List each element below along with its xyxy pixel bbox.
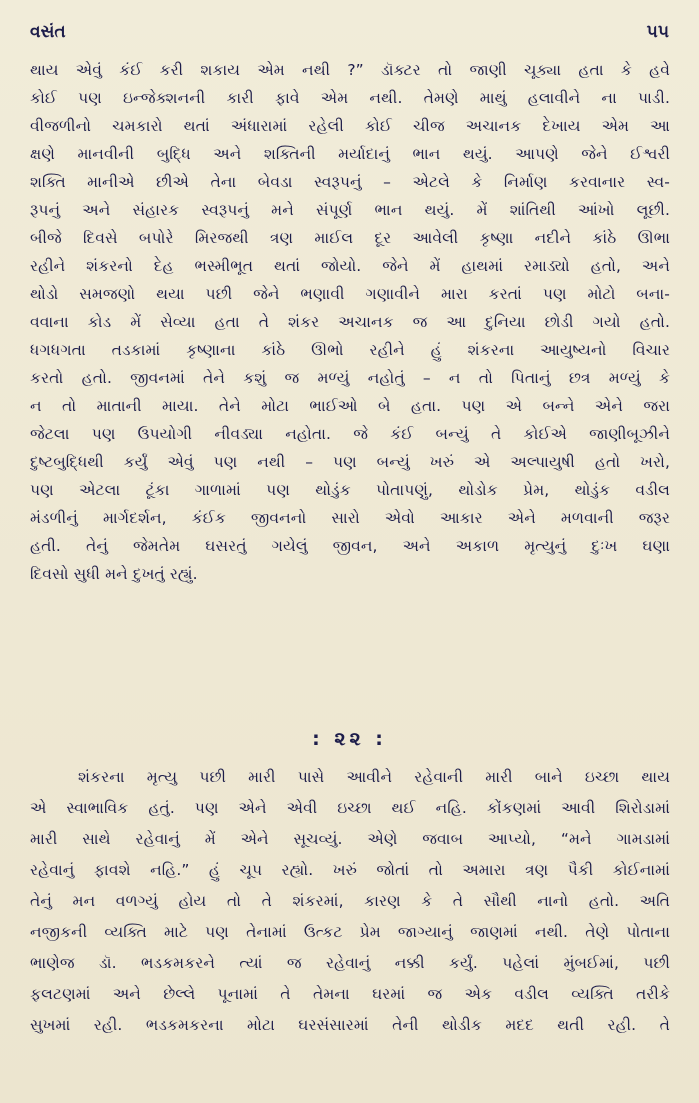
text-line: મારી સાથે રહેવાનું મેં એને સૂચવ્યું. એણે જવાબ આપ્યો, “મને ગામડામાં [30,830,670,848]
text-line: વવાના કોડ મેં સેવ્યા હતા તે શંકર અચાનક જ આ દુનિયા છોડી ગયો હતો. [30,313,670,331]
page-number: ૫૫ [646,22,669,42]
text-line: સુખમાં રહી. ભડકમકરના મોટા ઘરસંસારમાં તેની થોડીક મદદ થતી રહી. તે [30,1016,670,1034]
text-line: ભાણેજ ડૉ. ભડકમકરને ત્યાં જ રહેવાનું નક્કી કર્યું. પહેલાં મુંબઈમાં, પછી [30,954,670,972]
text-line: શંકરના મૃત્યુ પછી મારી પાસે આવીને રહેવાની મારી બાને ઇચ્છા થાય [78,768,670,786]
text-line: થોડો સમજણો થયા પછી જેને ભણાવી ગણાવીને મારા કરતાં પણ મોટો બના- [30,285,670,303]
text-line: કોઈ પણ ઇન્જેક્શનની કારી ફાવે એમ નથી. તેમણે માથું હલાવીને ના પાડી. [30,89,670,107]
paragraph-continued [30,56,670,588]
text-line: એ સ્વાભાવિક હતું. પણ એને એવી ઇચ્છા થઈ નહિ. કોંકણમાં આવી શિરોડામાં [30,799,670,817]
text-line: વીજળીનો ચમકારો થતાં અંધારામાં રહેલી કોઈ ચીજ અચાનક દેખાય એમ આ [30,117,670,135]
text-line: થાય એવું કંઈ કરી શકાય એમ નથી ?” ડૉક્ટર તો જાણી ચૂક્યા હતા કે હવે [30,61,670,79]
text-line: દુષ્ટબુદ્ધિથી કર્યું એવું પણ નથી – પણ બન્યું ખરું એ અલ્પાયુષી હતો ખરો, [30,453,670,471]
text-line: નજીકની વ્યક્તિ માટે પણ તેનામાં ઉત્કટ પ્રેમ જાગ્યાનું જાણમાં નથી. તેણે પોતાના [30,923,670,941]
text-line: રૂપનું અને સંહારક સ્વરૂપનું મને સંપૂર્ણ ભાન થયું. મેં શાંતિથી આંખો લૂછી. [30,201,670,219]
text-line: હતી. તેનું જેમતેમ ઘસરતું ગયેલું જીવન, અને અકાળ મૃત્યુનું દુઃખ ઘણા [30,537,670,555]
running-head [30,22,669,48]
text-line: પણ એટલા ટૂંકા ગાળામાં પણ થોડુંક પોતાપણું, થોડોક પ્રેમ, થોડુંક વડીલ [30,481,670,499]
text-line: બીજે દિવસે બપોરે મિરજથી ત્રણ માઈલ દૂર આવેલી કૃષ્ણા નદીને કાંઠે ઊભા [30,229,670,247]
text-line: ક્ષણે માનવીની બુદ્ધિ અને શક્તિની મર્યાદાનું ભાન થયું. આપણે જેને ઈશ્વરી [30,145,670,163]
text-line: જેટલા પણ ઉપયોગી નીવડ્યા નહોતા. જે કંઈ બન્યું તે કોઈએ જાણીબૂઝીને [30,425,670,443]
text-line: ન તો માતાની માયા. તેને મોટા ભાઈઓ બે હતા. પણ એ બન્ને એને જરા [30,397,670,415]
text-line: રહેવાનું ફાવશે નહિ.” હું ચૂપ રહ્યો. ખરું જોતાં તો અમારા ત્રણ પૈકી કોઈનામાં [30,861,670,879]
text-line: રહીને શંકરનો દેહ ભસ્મીભૂત થતાં જોયો. જેને મેં હાથમાં રમાડ્યો હતો, અને [30,257,670,275]
text-line: કરતો હતો. જીવનમાં તેને કશું જ મળ્યું નહોતું – ન તો પિતાનું છત્ર મળ્યું કે [30,369,670,387]
text-line: ફલટણમાં અને છેલ્લે પૂનામાં તે તેમના ઘરમાં જ એક વડીલ વ્યક્તિ તરીકે [30,985,670,1003]
running-head-title: વસંત [30,22,66,42]
text-line: તેનું મન વળગ્યું હોય તો તે શંકરમાં, કારણ કે તે સૌથી નાનો હતો. અતિ [30,892,670,910]
text-line: દિવસો સુધી મને દુખતું રહ્યું. [30,565,198,583]
text-line: ધગધગતા તડકામાં કૃષ્ણાના કાંઠે ઊભો રહીને હું શંકરના આયુષ્યનો વિચાર [30,341,670,359]
chapter-number: : ૨૨ : [312,728,387,750]
text-line: શક્તિ માનીએ છીએ તેના બેવડા સ્વરૂપનું – એટલે કે નિર્માણ કરવાનાર સ્વ- [30,173,670,191]
text-line: મંડળીનું માર્ગદર્શન, કંઈક જીવનનો સારો એવો આકાર એને મળવાની જરૂર [30,509,670,527]
paragraph-chapter-start [30,762,670,1041]
